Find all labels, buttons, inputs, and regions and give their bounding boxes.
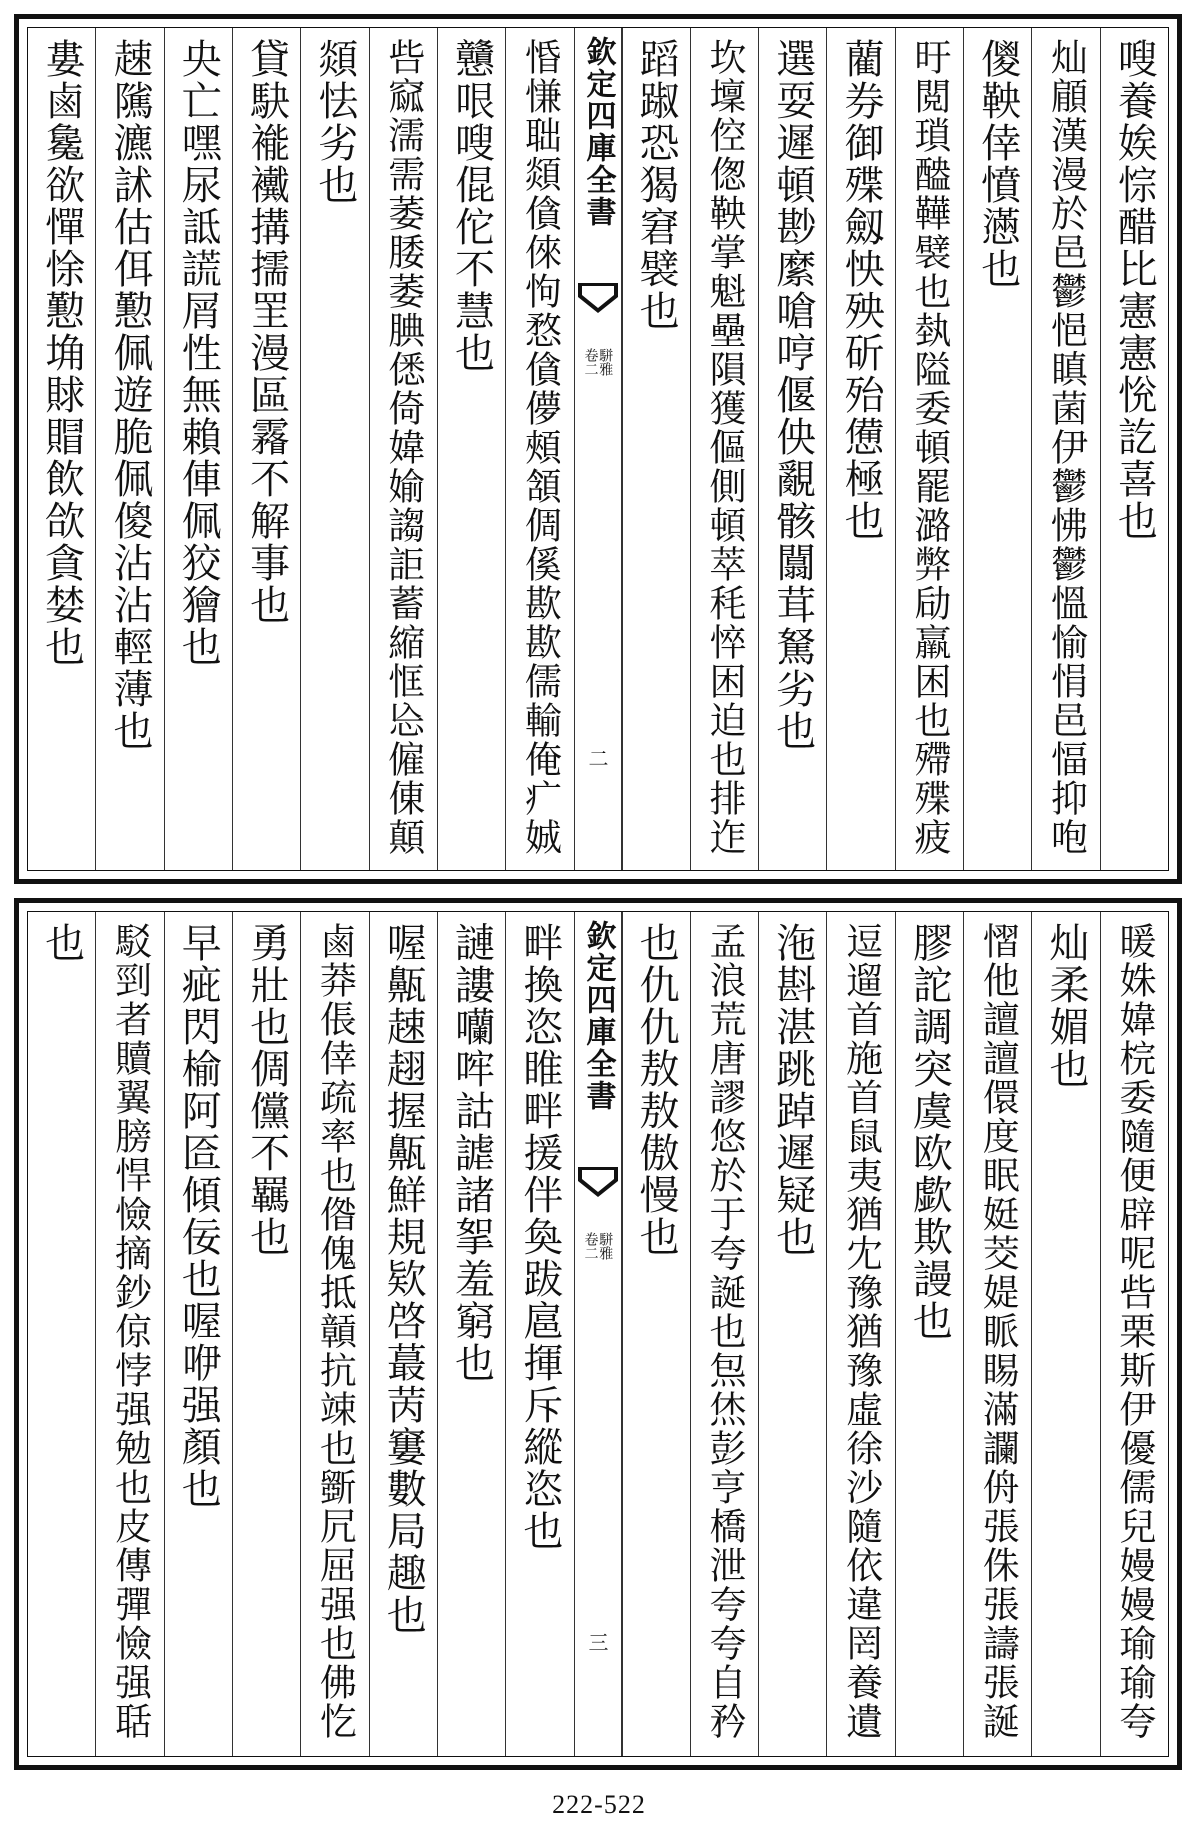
column-text: 呰窳濡需萎腇萎腆僁倚媁媮謅詎蓄縮恇㤀僱倲顛	[381, 38, 425, 857]
text-column	[758, 912, 826, 1756]
fishtail-mark-icon	[578, 283, 618, 321]
upper-page-frame	[27, 27, 1169, 871]
text-column	[758, 28, 826, 870]
text-column	[1031, 28, 1099, 870]
volume-label-line: 卷二	[582, 1232, 599, 1260]
text-column	[826, 28, 894, 870]
text-column	[28, 912, 95, 1756]
text-column	[622, 28, 690, 870]
column-text: 勇壯也倜儻不羈也	[243, 922, 290, 1258]
text-column	[369, 912, 437, 1756]
lower-text-columns	[28, 912, 1168, 1756]
text-column	[300, 28, 368, 870]
text-column	[437, 912, 505, 1756]
column-text: 暖姝媁梡委隨便辟呢呰栗斯伊優儒兒嫚嫚瑜瑜夸	[1112, 922, 1156, 1741]
text-column	[95, 912, 163, 1756]
column-text: 坎壈倥偬鞅掌魁壘隕獲傴側頓萃秏悴困迫也排迮	[702, 38, 746, 857]
column-text: 畔換恣睢畔援伴奐跋扈揮斥縱恣也	[516, 922, 563, 1552]
column-text: 顃怯劣也	[311, 38, 358, 206]
column-text: 戇哏嗖倱佗不慧也	[448, 38, 495, 374]
column-text: 謰謱囒哰詁謔諸挐羞窮也	[448, 922, 495, 1384]
book-title: 欽定四庫全書	[580, 36, 616, 228]
column-text: 喔齀趚趐握齀鮮規欵啓蕞苪窶數局趣也	[380, 922, 427, 1636]
text-column	[300, 912, 368, 1756]
column-text: 也	[38, 922, 85, 964]
page-footer-number: 222-522	[552, 1790, 646, 1819]
volume-label	[583, 1232, 612, 1260]
volume-label	[583, 348, 612, 376]
column-text: 蹈踧恐猲窘襞也	[633, 38, 680, 332]
column-text: 藺券御殜劔怏殃斫殆憊極也	[838, 38, 885, 542]
text-column	[622, 912, 690, 1756]
text-column	[164, 28, 232, 870]
leaf-number: 二	[585, 748, 609, 768]
column-text: 貸駃褦襶搆擩罜漫區霿不解事也	[243, 38, 290, 626]
upper-page-panel	[14, 14, 1182, 884]
column-text: 慴他譠譠儇度眠娗茭媞眽睗滿讕侜張侏張譸張誕	[976, 922, 1020, 1741]
text-column	[826, 912, 894, 1756]
column-text: 孟浪荒唐謬悠於于夸誕也炰烋彭亨橋泄夸夸自矜	[702, 922, 746, 1741]
text-column	[505, 912, 573, 1756]
text-column	[505, 28, 573, 870]
column-text: 駁剄者贖翼膀悍憸摘鈔倞悖强勉也皮傳彈憸强聒	[108, 922, 152, 1741]
upper-text-columns	[28, 28, 1168, 870]
text-column	[895, 28, 963, 870]
text-column	[690, 28, 758, 870]
column-text: 膠詑調突虞欧歔欺謾也	[906, 922, 953, 1342]
center-fold-column	[574, 28, 622, 870]
text-column	[28, 28, 95, 870]
column-text: 也仇仇敖敖傲慢也	[633, 922, 680, 1258]
center-fold-column	[574, 912, 622, 1756]
column-text: 鹵莽倀倖疏率也偺傀抵贑抗竦也斵凥屈强也佛忔	[313, 922, 357, 1741]
column-text: 趚隲瀌訹估佴懃佩遊脆佩傻沾沾輕薄也	[106, 38, 153, 752]
column-text: 灿柔媚也	[1043, 922, 1090, 1090]
fishtail-mark-icon	[578, 1167, 618, 1205]
volume-label-line: 卷二	[582, 348, 599, 376]
volume-label-line: 駢雅	[597, 1232, 614, 1260]
lower-page-panel	[14, 898, 1182, 1770]
column-text: 沲斟湛跳踔遲疑也	[769, 922, 816, 1258]
column-text: 婁鹵毚欲憚悇懃埆賕賵飲欱貪婪也	[38, 38, 85, 668]
column-text: 灿顅漢漫於邑鬱悒瞋菌伊鬱怫鬱慍愉悁邑愊抑咆	[1044, 38, 1088, 857]
text-column	[232, 912, 300, 1756]
text-column	[1100, 912, 1168, 1756]
column-text: 惛慊聉顃僋倈怐愗僋儚頰頷倜傒歁歁儒輸俺疒娍	[518, 38, 562, 857]
text-column	[1031, 912, 1099, 1756]
column-text: 選耍遲頓尠縻嗆哼偃佒覶骸闒茸駑劣也	[769, 38, 816, 752]
text-column	[963, 28, 1031, 870]
column-text: 早疵閃榆阿匼傾佞也喔咿强顏也	[175, 922, 222, 1510]
text-column	[232, 28, 300, 870]
text-column	[1100, 28, 1168, 870]
text-column	[963, 912, 1031, 1756]
column-text: 央亡嘿尿詆謊屑性無賴俥佩狡獪也	[175, 38, 222, 668]
volume-label-line: 駢雅	[597, 348, 614, 376]
column-text: 嗖養娭悰醋比憲憲恱訖喜也	[1111, 38, 1158, 542]
book-title: 欽定四庫全書	[580, 920, 616, 1112]
text-column	[690, 912, 758, 1756]
text-column	[95, 28, 163, 870]
column-text: 儍鞅倖憤懣也	[974, 38, 1021, 290]
text-column	[895, 912, 963, 1756]
lower-page-frame	[27, 911, 1169, 1757]
column-text: 旴閲瑣醠鞾襞也埶隘委頓罷潞弊劶羸困也殢殜疲	[907, 38, 951, 857]
text-column	[164, 912, 232, 1756]
column-text: 逗遛首施首鼠夷猶冘豫猶豫虛徐沙隨依違罔養遺	[839, 922, 883, 1741]
leaf-number: 三	[585, 1632, 609, 1652]
text-column	[437, 28, 505, 870]
text-column	[369, 28, 437, 870]
